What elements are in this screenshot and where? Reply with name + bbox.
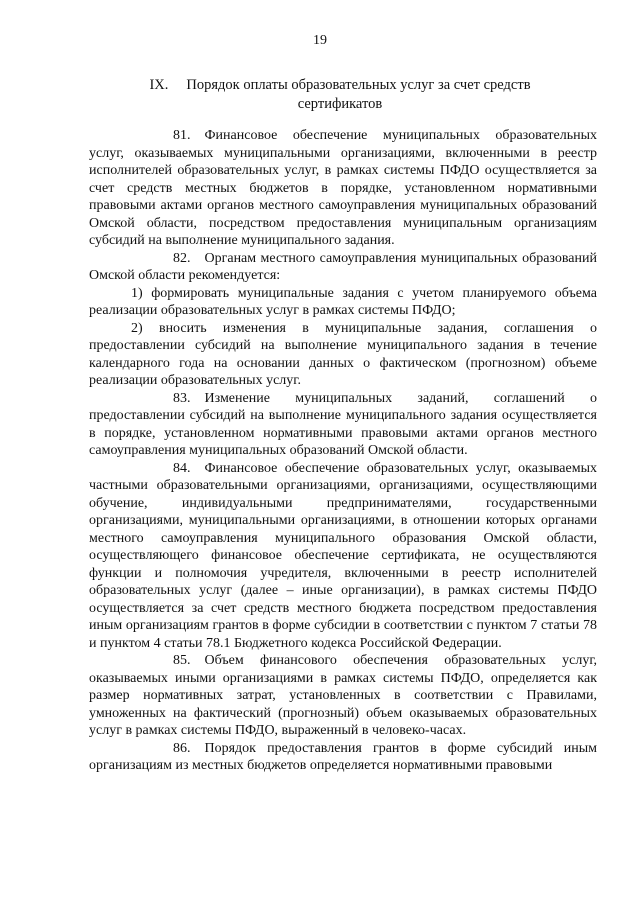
paragraph-84 — [89, 460, 597, 653]
paragraph-number: 84. — [173, 460, 191, 476]
paragraph-81 — [89, 127, 597, 250]
body-text — [89, 127, 597, 775]
section-heading — [90, 76, 590, 114]
paragraph-text: Финансовое обеспечение муниципальных образовательных услуг, оказываемых муниципальными организациями, включенными в реестр исполнителей образовательных услуг, в рамках системы ПФДО осуществляется за счет средств местных бюджетов в порядке, установленном нормативными правовыми актами органов местного самоуправления муниципальных образований Омской области, посредством предоставления муниципальным организациям субсидий на выполнение муниципального задания. — [89, 128, 597, 248]
paragraph-text: 1) формировать муниципальные задания с учетом планируемого объема реализации образовательных услуг в рамках системы ПФДО; — [89, 285, 597, 318]
paragraph-text: 2) вносить изменения в муниципальные задания, соглашения о предоставлении субсидий на выполнение муниципального задания в течение календарного года на основании данных о фактическом (прогнозном) объеме реализации образовательных услуг. — [89, 320, 597, 388]
paragraph-number: 82. — [173, 250, 191, 266]
paragraph-83 — [89, 390, 597, 460]
paragraph-text: Изменение муниципальных заданий, соглашений о предоставлении субсидий на выполнение муниципального задания осуществляется в порядке, установленном нормативными правовыми актами органов местного самоуправления муниципальных образований Омской области. — [89, 390, 597, 458]
paragraph-number: 83. — [173, 390, 191, 406]
list-item-2 — [89, 320, 597, 390]
page-number: 19 — [313, 33, 327, 48]
paragraph-number: 81. — [173, 128, 191, 143]
paragraph-text: Объем финансового обеспечения образовательных услуг, оказываемых иными организациями в рамках системы ПФДО, определяется как размер нормативных затрат, установленных в соответствии с Правилами, умноженных на фактический (прогнозный) объем оказываемых образовательных услуг в рамках системы ПФДО, выраженный в человеко-часах. — [89, 653, 597, 738]
paragraph-text: Органам местного самоуправления муниципальных образований Омской области рекомендуется: — [89, 250, 597, 283]
paragraph-text: Порядок предоставления грантов в форме субсидий иным организациям из местных бюджетов определяется нормативными правовыми — [89, 740, 597, 773]
paragraph-85 — [89, 652, 597, 740]
paragraph-number: 86. — [173, 740, 191, 756]
paragraph-82 — [89, 250, 597, 285]
section-number: IX. — [149, 77, 169, 93]
paragraph-text: Финансовое обеспечение образовательных услуг, оказываемых частными образовательными организациями, организациями, осуществляющими обучение, индивидуальными предпринимателями, государственными организациями, муниципальными организациями, в отношении которых органами местного самоуправления муниципального образования Омской области, осуществляющего финансовое обеспечение сертификата, не осуществляются функции и полномочия учредителя, включенными в реестр исполнителей образовательных услуг (далее – иные организации), в рамках системы ПФДО осуществляется за счет средств местного бюджета посредством предоставления иным организациям грантов в форме субсидии в соответствии с пунктом 7 статьи 78 и пунктом 4 статьи 78.1 Бюджетного кодекса Российской Федерации. — [89, 460, 597, 651]
list-item-1 — [89, 285, 597, 320]
section-title-line2: сертификатов — [297, 96, 383, 112]
paragraph-86 — [89, 740, 597, 775]
paragraph-number: 85. — [173, 653, 191, 668]
section-title-line1: Порядок оплаты образовательных услуг за счет средств — [186, 77, 531, 93]
